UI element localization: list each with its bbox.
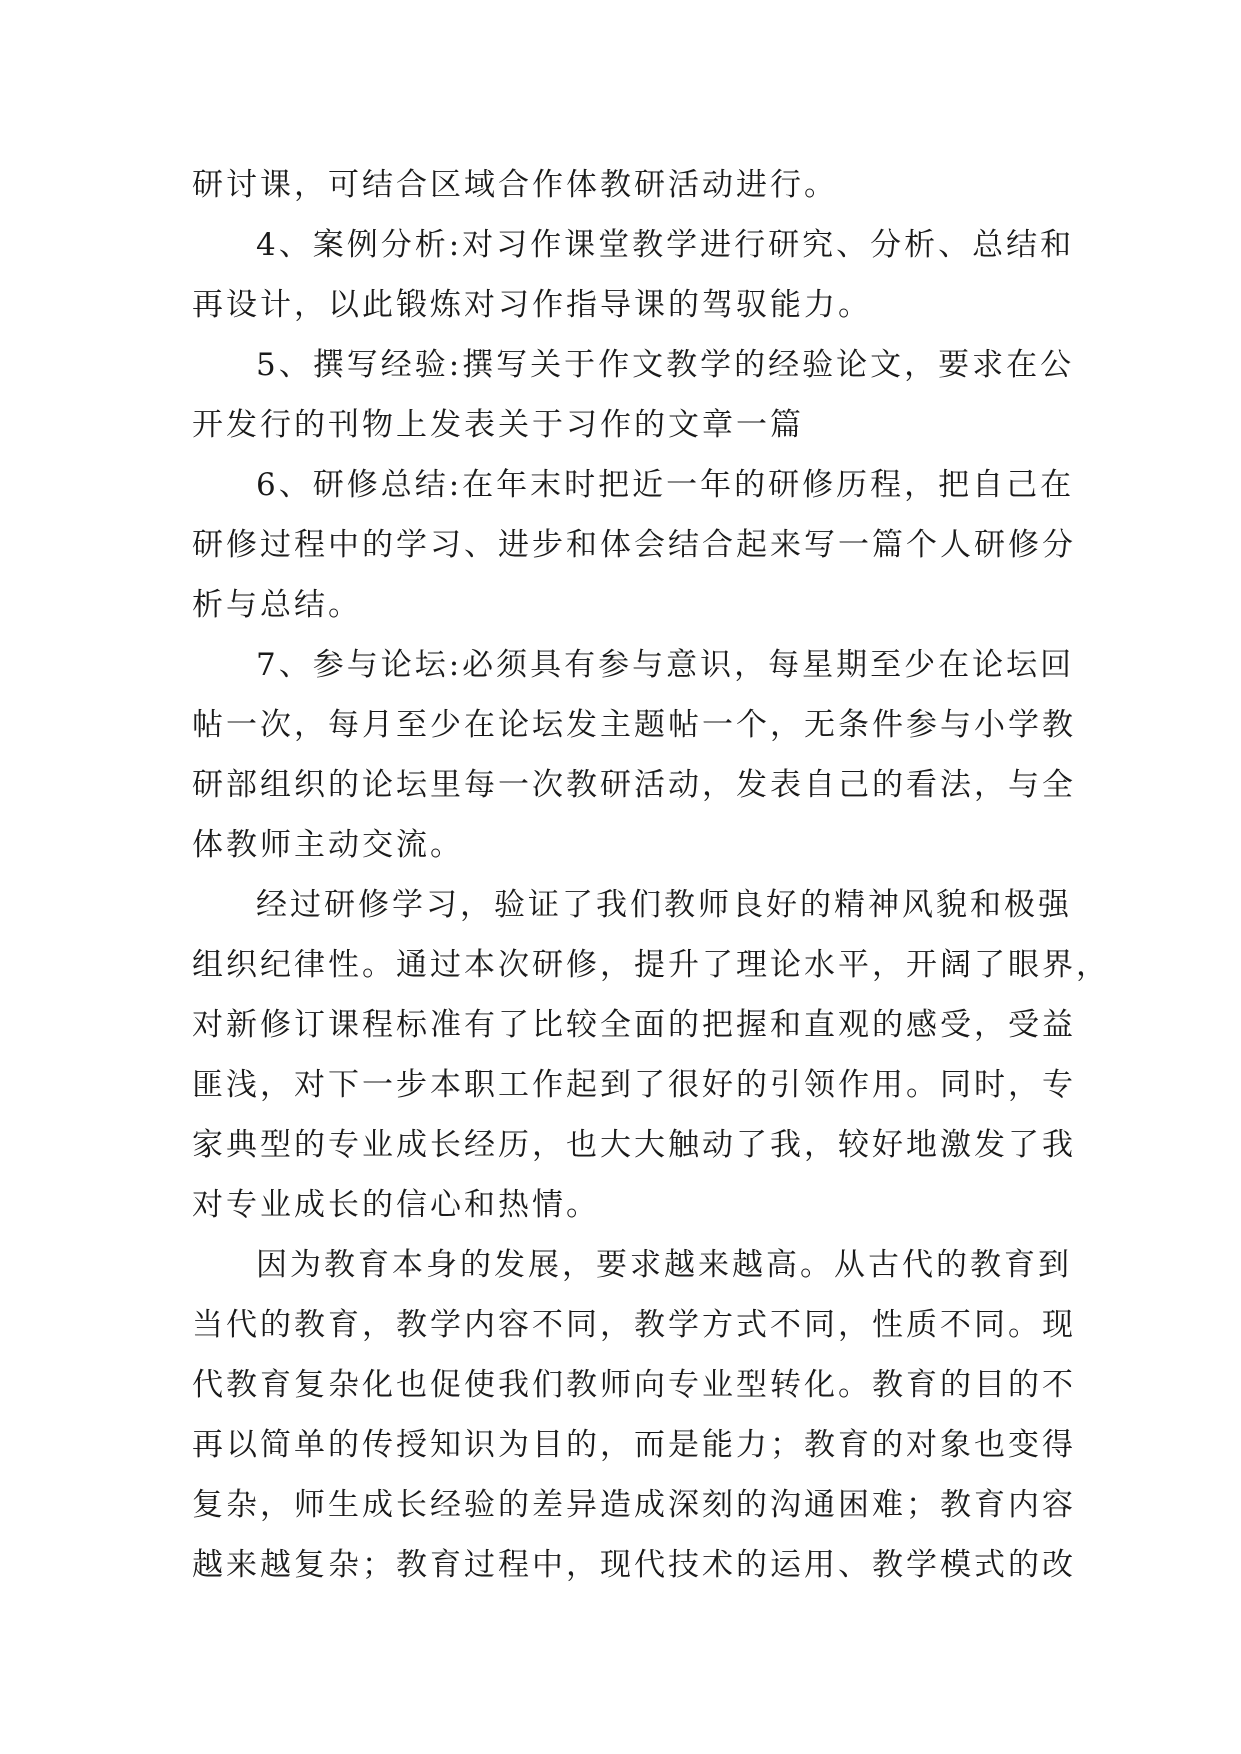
text-line: 4、案例分析:对习作课堂教学进行研究、分析、总结和 xyxy=(256,227,1075,263)
text-line: 5、撰写经验:撰写关于作文教学的经验论文，要求在公 xyxy=(256,347,1075,383)
text-line: 研部组织的论坛里每一次教研活动，发表自己的看法，与全 xyxy=(192,767,1076,803)
text-line: 越来越复杂；教育过程中，现代技术的运用、教学模式的改 xyxy=(192,1547,1076,1583)
text-line: 因为教育本身的发展，要求越来越高。从古代的教育到 xyxy=(256,1247,1072,1283)
text-line: 研讨课，可结合区域合作体教研活动进行。 xyxy=(192,167,838,203)
text-line: 当代的教育，教学内容不同，教学方式不同，性质不同。现 xyxy=(192,1307,1076,1343)
text-line: 体教师主动交流。 xyxy=(192,827,464,863)
text-line: 再设计，以此锻炼对习作指导课的驾驭能力。 xyxy=(192,287,872,323)
text-line: 析与总结。 xyxy=(192,587,362,623)
document-body xyxy=(192,155,1110,1595)
text-line: 复杂，师生成长经验的差异造成深刻的沟通困难；教育内容 xyxy=(192,1487,1076,1523)
text-line: 组织纪律性。通过本次研修，提升了理论水平，开阔了眼界， xyxy=(192,947,1110,983)
text-line: 再以简单的传授知识为目的，而是能力；教育的对象也变得 xyxy=(192,1427,1076,1463)
text-line: 对专业成长的信心和热情。 xyxy=(192,1187,600,1223)
text-line: 对新修订课程标准有了比较全面的把握和直观的感受，受益 xyxy=(192,1007,1076,1043)
text-line: 开发行的刊物上发表关于习作的文章一篇 xyxy=(192,407,804,443)
text-line: 7、参与论坛:必须具有参与意识，每星期至少在论坛回 xyxy=(256,647,1075,683)
text-line: 家典型的专业成长经历，也大大触动了我，较好地激发了我 xyxy=(192,1127,1076,1163)
text-line: 研修过程中的学习、进步和体会结合起来写一篇个人研修分 xyxy=(192,527,1076,563)
text-line: 代教育复杂化也促使我们教师向专业型转化。教育的目的不 xyxy=(192,1367,1076,1403)
text-line: 匪浅，对下一步本职工作起到了很好的引领作用。同时，专 xyxy=(192,1067,1076,1103)
text-line: 6、研修总结:在年末时把近一年的研修历程，把自己在 xyxy=(256,467,1075,503)
text-line: 经过研修学习，验证了我们教师良好的精神风貌和极强 xyxy=(256,887,1072,923)
text-line: 帖一次，每月至少在论坛发主题帖一个，无条件参与小学教 xyxy=(192,707,1076,743)
